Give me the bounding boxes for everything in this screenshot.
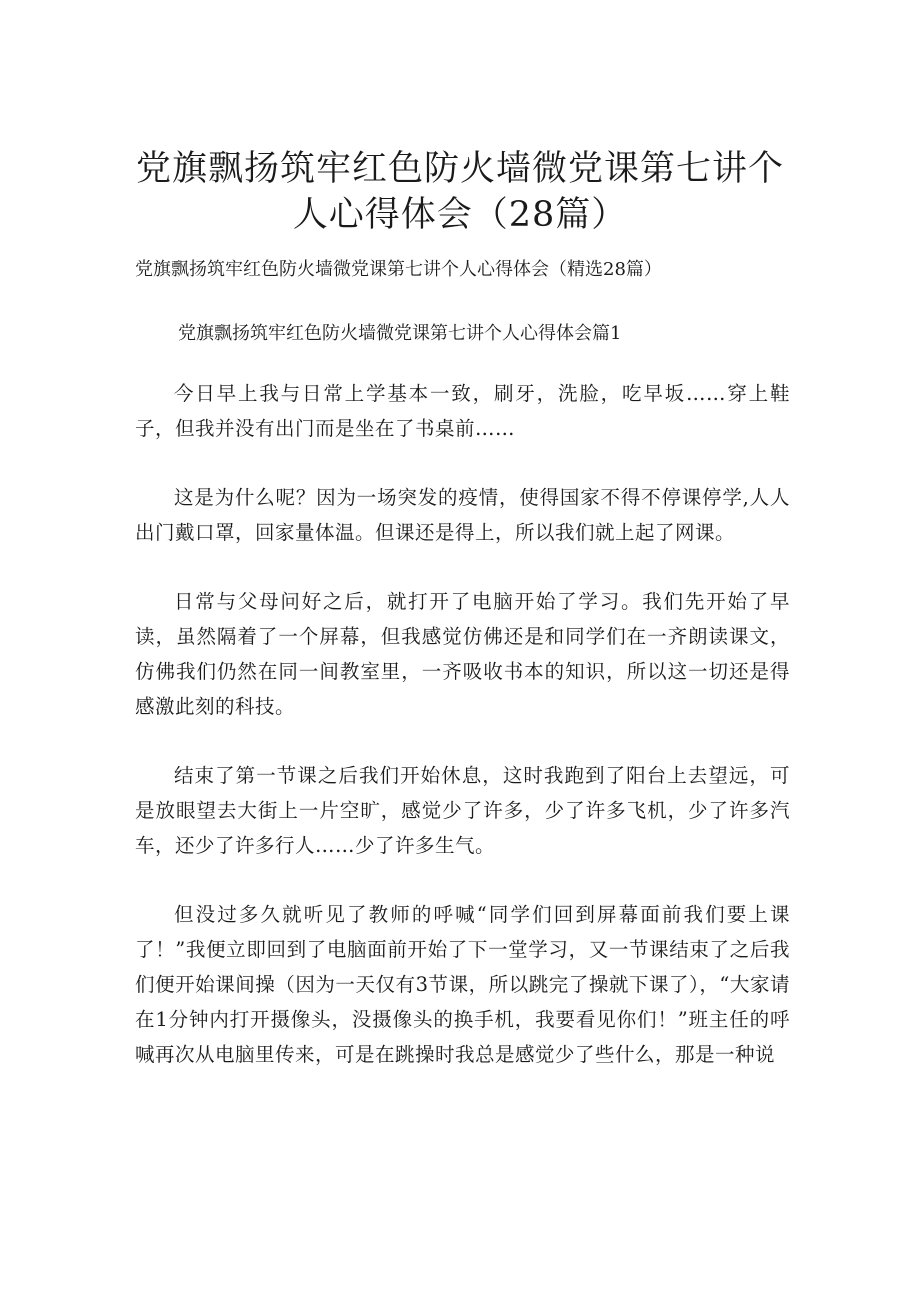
document-subtitle: 党旗飘扬筑牢红色防火墙微党课第七讲个人心得体会（精选28篇） bbox=[135, 259, 662, 280]
paragraph: 但没过多久就听见了教师的呼喊“同学们回到屏幕面前我们要上课了！”我便立即回到了电脑面前开始了下一堂学习，又一节课结束了之后我们便开始课间操（因为一天仅有3节课，所以跳完了操就下课了），“大家请在1分钟内打开摄像头，没摄像头的换手机，我要看见你们！”班主任的呼喊再次从电脑里传来，可是在跳操时我总是感觉少了些什么，那是一种说 bbox=[135, 903, 790, 1066]
document-title: 党旗飘扬筑牢红色防火墙微党课第七讲个人心得体会（28篇） bbox=[135, 149, 784, 235]
body-text bbox=[135, 376, 790, 1106]
paragraph: 这是为什么呢？因为一场突发的疫情，使得国家不得不停课停学,人人出门戴口罩，回家量体温。但课还是得上，所以我们就上起了网课。 bbox=[135, 486, 790, 544]
section-heading: 党旗飘扬筑牢红色防火墙微党课第七讲个人心得体会篇1 bbox=[178, 323, 622, 344]
paragraph: 今日早上我与日常上学基本一致，刷牙，洗脸，吃早坂……穿上鞋子，但我并没有出门而是坐在了书桌前…… bbox=[135, 382, 790, 440]
paragraph: 日常与父母问好之后，就打开了电脑开始了学习。我们先开始了早读，虽然隔着了一个屏幕，但我感觉仿佛还是和同学们在一齐朗读课文，仿佛我们仍然在同一间教室里，一齐吸收书本的知识，所以这一切还是得感激此刻的科技。 bbox=[135, 590, 790, 718]
paragraph: 结束了第一节课之后我们开始休息，这时我跑到了阳台上去望远，可是放眼望去大街上一片空旷，感觉少了许多，少了许多飞机，少了许多汽车，还少了许多行人……少了许多生气。 bbox=[135, 764, 790, 857]
